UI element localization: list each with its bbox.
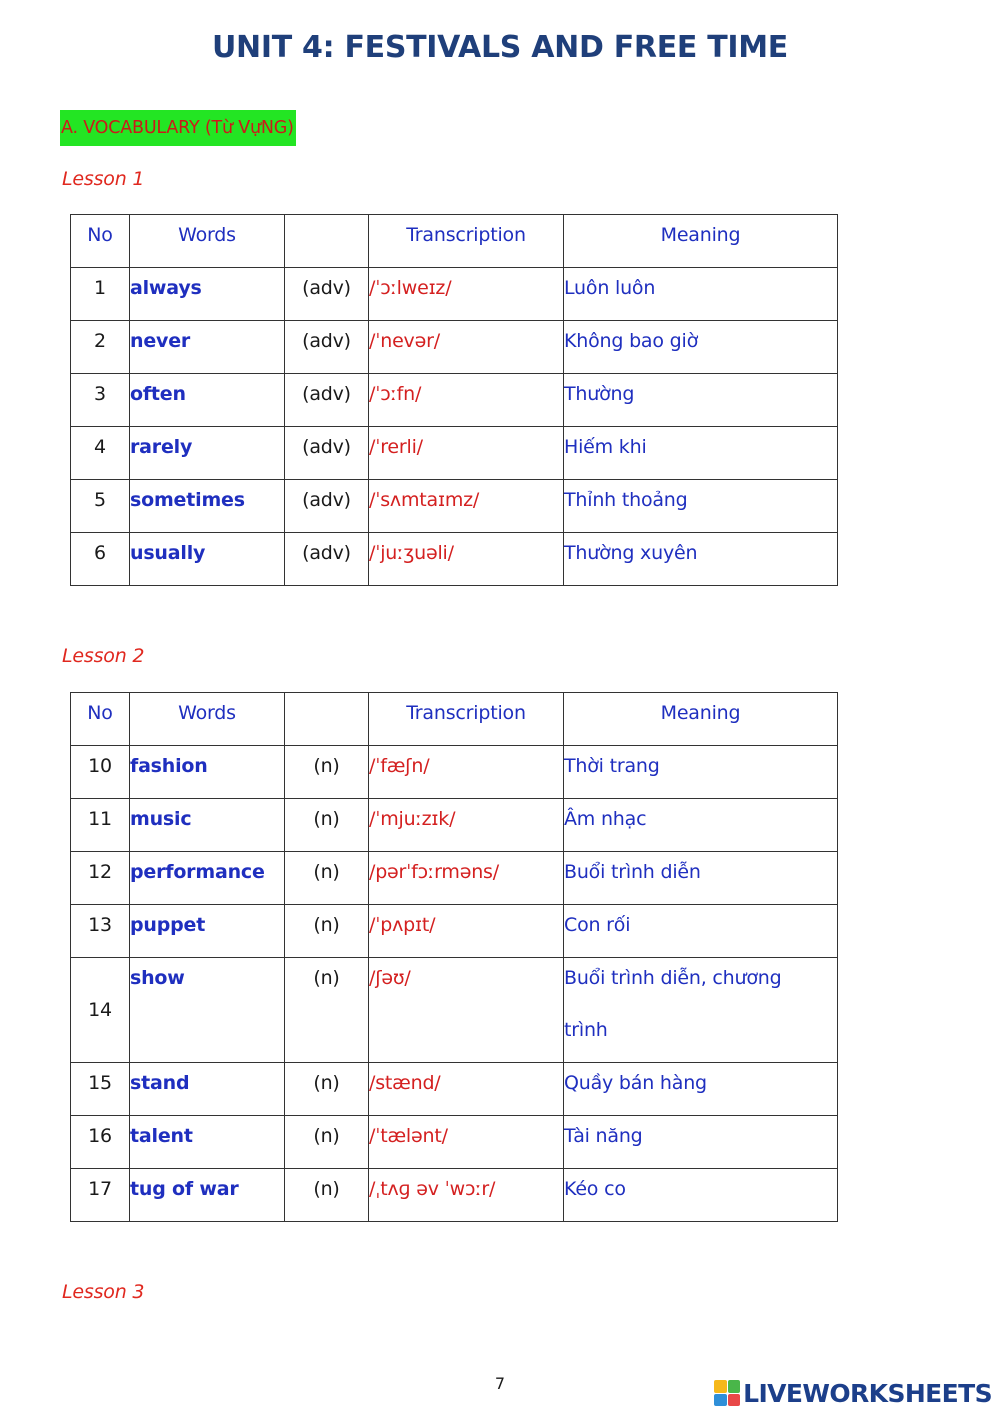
lesson-1-heading: Lesson 1 — [62, 168, 145, 190]
meaning — [564, 374, 838, 427]
meaning — [564, 533, 838, 586]
meaning-text: Kéo co — [564, 1178, 626, 1200]
row-number: 3 — [71, 374, 130, 427]
lesson-3-heading: Lesson 3 — [62, 1281, 145, 1303]
vocab-word: puppet — [130, 905, 285, 958]
table-row — [71, 905, 838, 958]
header-pos — [285, 215, 369, 268]
table-row — [71, 533, 838, 586]
header-meaning: Meaning — [564, 215, 838, 268]
meaning-text-line-1: Buổi trình diễn, chương — [564, 967, 782, 989]
meaning — [564, 1169, 838, 1222]
header-words: Words — [130, 693, 285, 746]
vocab-word: sometimes — [130, 480, 285, 533]
vocab-word: usually — [130, 533, 285, 586]
vocab-word: stand — [130, 1063, 285, 1116]
meaning — [564, 799, 838, 852]
header-meaning: Meaning — [564, 693, 838, 746]
transcription: /ˈpʌpɪt/ — [369, 905, 564, 958]
header-transcription: Transcription — [369, 215, 564, 268]
header-no: No — [71, 215, 130, 268]
liveworksheets-brand[interactable] — [714, 1376, 992, 1410]
meaning — [564, 905, 838, 958]
transcription: /ˈfæʃn/ — [369, 746, 564, 799]
header-no: No — [71, 693, 130, 746]
meaning-text: Buổi trình diễn — [564, 861, 701, 883]
meaning — [564, 1116, 838, 1169]
row-number: 6 — [71, 533, 130, 586]
meaning — [564, 321, 838, 374]
transcription: /ˈɔːlweɪz/ — [369, 268, 564, 321]
transcription: /ˈjuːʒuəli/ — [369, 533, 564, 586]
part-of-speech: (adv) — [285, 533, 369, 586]
table-row — [71, 1063, 838, 1116]
header-pos — [285, 693, 369, 746]
vocab-word: talent — [130, 1116, 285, 1169]
vocab-word: performance — [130, 852, 285, 905]
meaning — [564, 427, 838, 480]
part-of-speech: (n) — [285, 1116, 369, 1169]
lesson-1-table — [70, 214, 838, 586]
row-number: 4 — [71, 427, 130, 480]
part-of-speech: (n) — [285, 1063, 369, 1116]
transcription: /stænd/ — [369, 1063, 564, 1116]
table-row — [71, 799, 838, 852]
meaning-text: Con rối — [564, 914, 631, 936]
vocab-word: music — [130, 799, 285, 852]
vocab-word: tug of war — [130, 1169, 285, 1222]
row-number: 5 — [71, 480, 130, 533]
lesson-2-heading: Lesson 2 — [62, 645, 145, 667]
page-number: 7 — [494, 1374, 506, 1393]
logo-square-green — [728, 1380, 741, 1393]
transcription: /ˈɔːfn/ — [369, 374, 564, 427]
row-number: 11 — [71, 799, 130, 852]
part-of-speech: (n) — [285, 1169, 369, 1222]
table-row — [71, 1169, 838, 1222]
meaning — [564, 480, 838, 533]
part-of-speech: (adv) — [285, 374, 369, 427]
part-of-speech: (n) — [285, 958, 369, 1063]
table-row — [71, 958, 838, 1063]
transcription: /ʃəʊ/ — [369, 958, 564, 1063]
meaning-text: Tài năng — [564, 1125, 643, 1147]
transcription: /pərˈfɔːrməns/ — [369, 852, 564, 905]
table-row — [71, 1116, 838, 1169]
meaning-text: Quầy bán hàng — [564, 1072, 707, 1094]
logo-square-yellow — [714, 1380, 727, 1393]
part-of-speech: (adv) — [285, 321, 369, 374]
section-heading: A. VOCABULARY (Từ VựNG) — [60, 110, 296, 146]
lesson-2-table — [70, 692, 838, 1222]
row-number: 1 — [71, 268, 130, 321]
table-header-row — [71, 693, 838, 746]
vocab-word: show — [130, 958, 285, 1063]
row-number: 17 — [71, 1169, 130, 1222]
table-row — [71, 427, 838, 480]
row-number: 15 — [71, 1063, 130, 1116]
meaning-text: Hiếm khi — [564, 436, 647, 458]
transcription: /ˈmjuːzɪk/ — [369, 799, 564, 852]
meaning — [564, 852, 838, 905]
transcription: /ˈrerli/ — [369, 427, 564, 480]
part-of-speech: (n) — [285, 799, 369, 852]
meaning — [564, 1063, 838, 1116]
table-row — [71, 268, 838, 321]
table-row — [71, 321, 838, 374]
transcription: /ˈnevər/ — [369, 321, 564, 374]
vocab-word: often — [130, 374, 285, 427]
transcription: /ˌtʌɡ əv ˈwɔːr/ — [369, 1169, 564, 1222]
meaning-text: Thời trang — [564, 755, 660, 777]
meaning-text: Thường xuyên — [564, 542, 698, 564]
table-row — [71, 480, 838, 533]
part-of-speech: (adv) — [285, 480, 369, 533]
table-row — [71, 374, 838, 427]
part-of-speech: (adv) — [285, 268, 369, 321]
row-number: 13 — [71, 905, 130, 958]
meaning-text: Luôn luôn — [564, 277, 656, 299]
table-row — [71, 746, 838, 799]
vocab-word: never — [130, 321, 285, 374]
meaning — [564, 268, 838, 321]
meaning-text: Không bao giờ — [564, 330, 698, 352]
table-row — [71, 852, 838, 905]
row-number: 10 — [71, 746, 130, 799]
part-of-speech: (n) — [285, 746, 369, 799]
table-header-row — [71, 215, 838, 268]
logo-square-red — [728, 1394, 741, 1407]
vocab-word: fashion — [130, 746, 285, 799]
row-number: 12 — [71, 852, 130, 905]
row-number: 2 — [71, 321, 130, 374]
part-of-speech: (adv) — [285, 427, 369, 480]
transcription: /ˈtælənt/ — [369, 1116, 564, 1169]
transcription: /ˈsʌmtaɪmz/ — [369, 480, 564, 533]
header-transcription: Transcription — [369, 693, 564, 746]
row-number: 16 — [71, 1116, 130, 1169]
header-words: Words — [130, 215, 285, 268]
meaning-text: Thường — [564, 383, 635, 405]
meaning-text: Thỉnh thoảng — [564, 489, 688, 511]
part-of-speech: (n) — [285, 905, 369, 958]
meaning — [564, 958, 838, 1063]
vocab-word: always — [130, 268, 285, 321]
meaning-text-line-2: trình — [564, 1019, 608, 1041]
row-number: 14 — [71, 958, 130, 1063]
page-title: UNIT 4: FESTIVALS AND FREE TIME — [211, 30, 788, 65]
liveworksheets-logo-icon — [714, 1380, 740, 1406]
meaning — [564, 746, 838, 799]
brand-name: LIVEWORKSHEETS — [743, 1378, 992, 1408]
vocab-word: rarely — [130, 427, 285, 480]
logo-square-blue — [714, 1394, 727, 1407]
part-of-speech: (n) — [285, 852, 369, 905]
meaning-text: Âm nhạc — [564, 808, 647, 830]
